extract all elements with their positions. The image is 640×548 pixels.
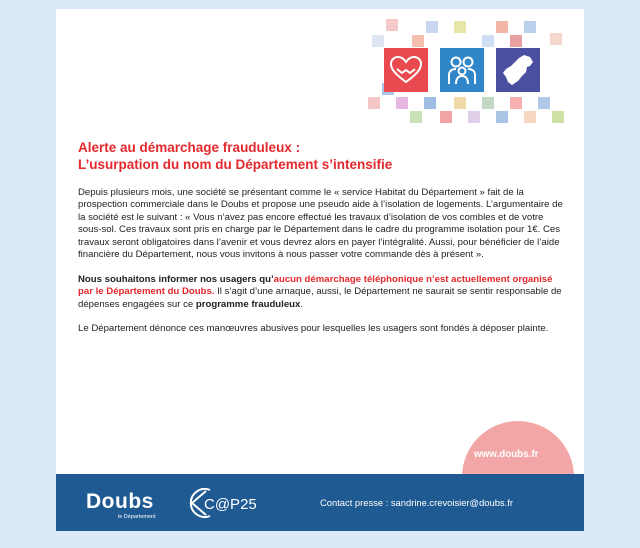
paragraph-warning: [78, 274, 564, 311]
mosaic-tile: [482, 97, 494, 109]
mosaic-tile: [524, 111, 536, 123]
mosaic-tile: [396, 97, 408, 109]
cap25-logo: [184, 486, 264, 520]
header-mosaic: [56, 9, 584, 129]
warning-text: Il s’agit d’une arnaque, aussi, le Département ne saurait se sentir responsable de dépenses engagées sur ce: [78, 286, 562, 310]
mosaic-tile: [386, 19, 398, 31]
mosaic-tile: [550, 33, 562, 45]
doubs-map-icon: [500, 52, 536, 88]
title-line-2: L’usurpation du nom du Département s’intensifie: [78, 157, 393, 172]
mosaic-tile: [412, 35, 424, 47]
mosaic-tile: [368, 97, 380, 109]
mosaic-tile: [372, 35, 384, 47]
mosaic-tile: [552, 111, 564, 123]
doubs-map-tile: [496, 48, 540, 92]
mosaic-tile: [426, 21, 438, 33]
heart-hands-icon: [389, 55, 423, 85]
newsletter-card: [56, 9, 584, 531]
warning-lead: Nous souhaitons informer nos usagers qu’: [78, 273, 274, 285]
cap25-logo-text: C@P25: [204, 496, 257, 513]
paragraph-intro: Depuis plusieurs mois, une société se présentant comme le « service Habitat du Département » fait de la prospection commerciale dans le Doubs et propose une pseudo aide à l’isolation de logements. L’argumentaire de la société est le suivant : « Vous n’avez pas encore effectué les travaux d’isolation de vos combles et de votre sous-sol. Ces travaux sont pris en charge par le Département dans le cadre du programme isolation pour 1€. Ces travaux seront obligatoires dans l’avenir et vous devrez alors en payer l’intégralité. Aussi, pour bénéficier de l’aide financière du Département, nous vous invitons à nous passer votre commande dès à présent ».: [78, 187, 563, 261]
title-line-1: Alerte au démarchage frauduleux :: [78, 140, 301, 155]
doubs-logo: Doubs: [86, 490, 154, 513]
mosaic-tile: [496, 111, 508, 123]
family-icon: [445, 54, 479, 86]
mosaic-tile: [524, 21, 536, 33]
article-body: [78, 187, 564, 348]
heart-hands-tile: [384, 48, 428, 92]
mosaic-tile: [454, 97, 466, 109]
paragraph-conclusion: Le Département dénonce ces manœuvres abusives pour lesquelles les usagers sont fondés à déposer plainte.: [78, 323, 549, 335]
mosaic-tile: [424, 97, 436, 109]
mosaic-tile: [468, 111, 480, 123]
article-title: [78, 139, 558, 173]
mosaic-tile: [410, 111, 422, 123]
mosaic-tile: [454, 21, 466, 33]
mosaic-tile: [496, 21, 508, 33]
doubs-logo-subtitle: le Département: [118, 514, 156, 520]
family-tile: [440, 48, 484, 92]
warning-program: programme frauduleux: [195, 298, 301, 310]
mosaic-tile: [510, 97, 522, 109]
warning-highlight: aucun démarchage téléphonique n’est actuellement organisé par le Département du Doubs.: [78, 273, 553, 298]
footer-bar: [56, 474, 584, 531]
press-contact[interactable]: Contact presse : sandrine.crevoisier@doubs.fr: [320, 497, 513, 508]
mosaic-tile: [510, 35, 522, 47]
mosaic-tile: [440, 111, 452, 123]
mosaic-tile: [538, 97, 550, 109]
website-link[interactable]: www.doubs.fr: [474, 449, 539, 460]
warning-end: .: [300, 298, 304, 310]
mosaic-tile: [482, 35, 494, 47]
